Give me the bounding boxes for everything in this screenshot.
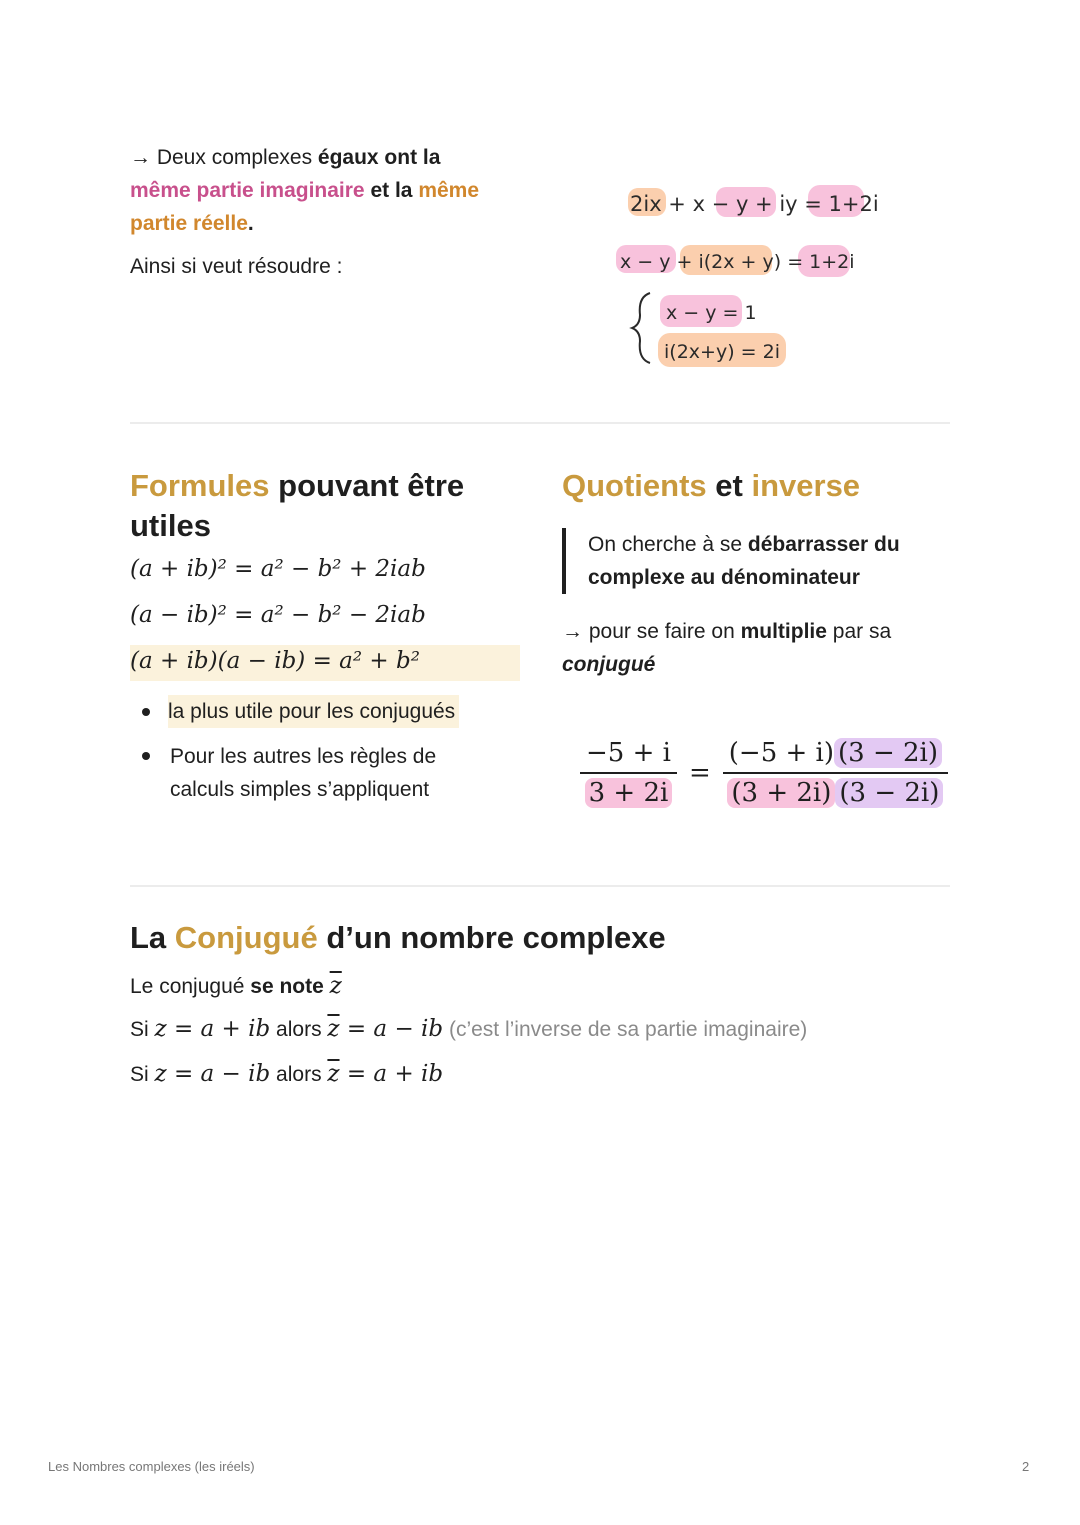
intro-text bbox=[130, 141, 530, 240]
hw-line-1: 2ix + x − y + iy = 1+2i bbox=[630, 192, 879, 216]
formula-3: (a + ib)(a − ib) = a² + b² bbox=[130, 648, 420, 674]
multiply-text: → pour se faire on multiplie par sa conjugué bbox=[562, 620, 892, 676]
bullet-dot-1 bbox=[142, 708, 150, 716]
conjugue-heading: La Conjugué d’un nombre complexe bbox=[130, 920, 666, 955]
quote-text: On cherche à se débarrasser du complexe au dénominateur bbox=[588, 533, 900, 589]
page-number: 2 bbox=[1022, 1459, 1030, 1474]
lhs-fraction: $\frac{-5 + i}{3 + 2i}$ bbox=[580, 738, 677, 808]
intro-line-1: → Deux complexes égaux ont la bbox=[130, 146, 441, 169]
formula-1: (a + ib)² = a² − b² + 2iab bbox=[130, 556, 426, 582]
quotients-heading: Quotients et inverse bbox=[562, 468, 861, 503]
bullet-dot-2 bbox=[142, 752, 150, 760]
intro-line-3: partie réelle. bbox=[130, 212, 254, 235]
divider-2 bbox=[130, 885, 950, 887]
quote-bar bbox=[562, 528, 566, 594]
conjugue-line-1: Le conjugué se note $\overline{z}$ bbox=[130, 973, 342, 999]
hw-line-2: x − y + i(2x + y) = 1+2i bbox=[620, 251, 855, 273]
handwritten-system bbox=[610, 175, 890, 385]
brace-icon bbox=[632, 293, 650, 363]
formules-heading: Formules pouvant être utiles bbox=[130, 468, 465, 543]
quotient-equation: $\frac{-5 + i}{3 + 2i}$ = $\frac{(-5 + i) (3 - 2i)}{(3 + 2i) (3 - 2i)}$ bbox=[580, 738, 948, 808]
bullet-2: Pour les autres les règles de calculs simples s’appliquent bbox=[170, 745, 437, 801]
footer-title: Les Nombres complexes (les iréels) bbox=[48, 1459, 255, 1474]
bullet-1: la plus utile pour les conjugués bbox=[168, 695, 459, 728]
hw-line-4: i(2x+y) = 2i bbox=[664, 341, 780, 363]
divider-1 bbox=[130, 422, 950, 424]
formula-2: (a − ib)² = a² − b² − 2iab bbox=[130, 602, 426, 628]
conjugue-line-3: Si z = a − ib alors $\overline{z} = a$ + ib bbox=[130, 1061, 444, 1087]
hw-line-3: x − y = 1 bbox=[666, 302, 757, 324]
conjugue-line-2: Si z = a + ib alors $\overline{z} = a$ − ib (c’est l’inverse de sa partie imaginaire) bbox=[130, 1016, 808, 1042]
intro-line-2: même partie imaginaire et la même bbox=[130, 179, 480, 202]
ainsi-text: Ainsi si veut résoudre : bbox=[130, 255, 343, 278]
rhs-fraction: $\frac{(-5 + i) (3 - 2i)}{(3 + 2i) (3 - 2i)}$ bbox=[723, 738, 948, 808]
